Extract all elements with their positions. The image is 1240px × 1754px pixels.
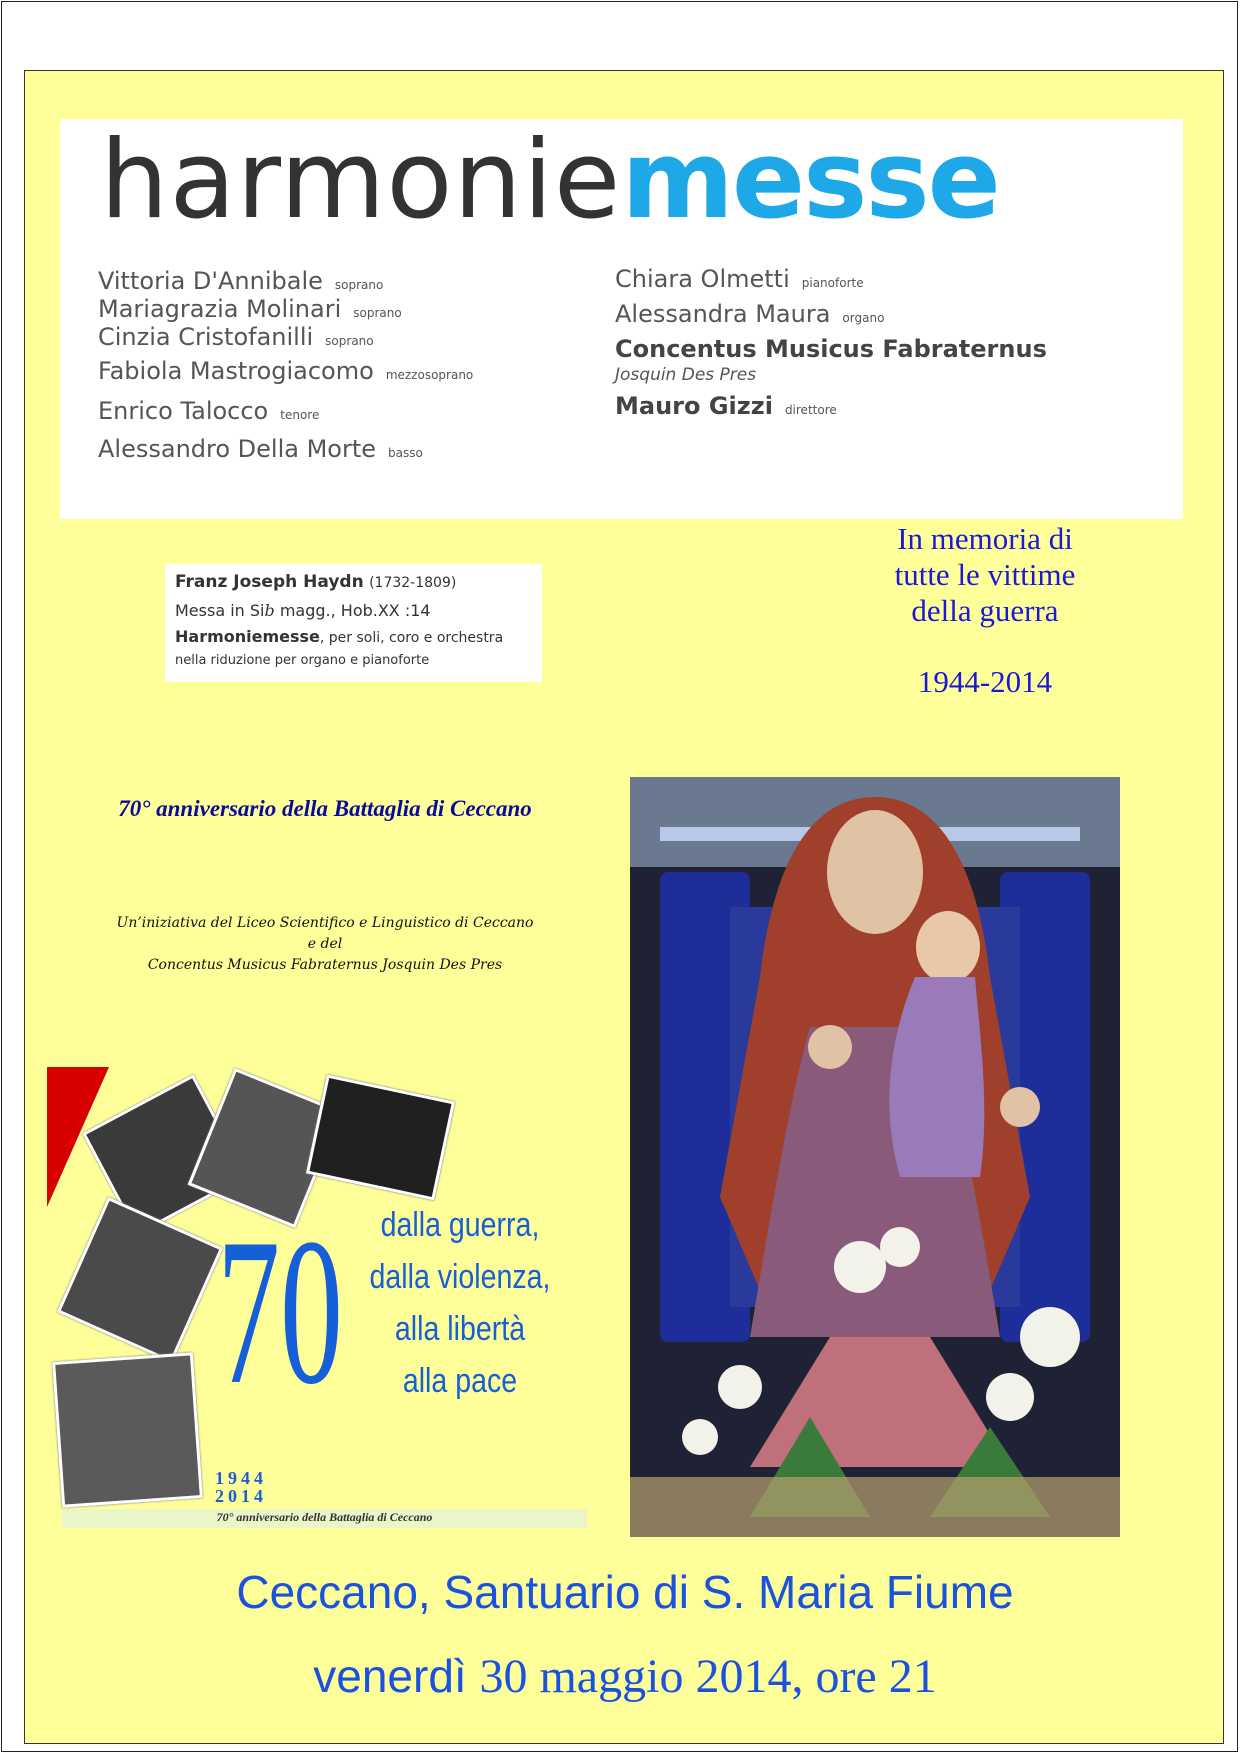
performer-3: Cinzia Cristofanilli soprano	[98, 323, 374, 351]
performer-4: Fabiola Mastrogiacomo mezzosoprano	[98, 357, 474, 385]
mass-line: Messa in Sib magg., Hob.XX :14	[175, 601, 431, 620]
organist: Alessandra Maura organo	[615, 300, 885, 328]
memorial-text	[855, 521, 1115, 700]
concert-banner	[60, 119, 1183, 519]
initiative-line-1: Un’iniziativa del Liceo Scientifico e Linguistico di Ceccano	[116, 915, 534, 931]
emblem-number: 70	[217, 1196, 343, 1428]
choir-subtitle: Josquin Des Pres	[615, 365, 757, 385]
anniversary-emblem	[47, 1067, 602, 1528]
choir-name: Concentus Musicus Fabraternus	[615, 335, 1047, 363]
slogan-line-4: alla pace	[402, 1362, 518, 1400]
slogan-line-2: dalla violenza,	[369, 1258, 551, 1296]
poster	[24, 70, 1224, 1744]
composer-line: Franz Joseph Haydn (1732-1809)	[175, 572, 457, 592]
initiative-line-2: e del	[307, 936, 343, 952]
title-line: Harmoniemesse, per soli, coro e orchestra	[175, 627, 504, 646]
event-date	[25, 1649, 1224, 1704]
archive-photo-5	[52, 1352, 203, 1507]
harmoniemesse-logo	[100, 118, 999, 243]
slogan-line-1: dalla guerra,	[380, 1206, 540, 1244]
madonna-statue-photo	[630, 777, 1120, 1537]
logo-bold-text: messe	[621, 118, 999, 243]
memorial-years: 1944-2014	[917, 664, 1053, 699]
performer-1: Vittoria D'Annibale soprano	[98, 267, 384, 295]
memorial-line-2: tutte le vittime	[894, 557, 1076, 592]
initiative-line-3: Concentus Musicus Fabraternus Josquin Des Pres	[147, 957, 503, 973]
emblem-caption: 70° anniversario della Battaglia di Ceccano	[216, 1510, 433, 1524]
memorial-line-1: In memoria di	[897, 521, 1073, 556]
event-date-time: 30 maggio 2014, ore 21	[479, 1650, 937, 1703]
logo-thin-text: harmonie	[100, 118, 622, 243]
slogan-line-3: alla libertà	[394, 1310, 526, 1348]
emblem-year-start: 1944	[215, 1468, 267, 1488]
event-day: venerdì	[313, 1650, 467, 1702]
anniversary-heading: 70° anniversario della Battaglia di Ceccano	[118, 796, 532, 821]
initiative-note	[65, 913, 585, 976]
performer-5: Enrico Talocco tenore	[98, 397, 320, 425]
reduction-line: nella riduzione per organo e pianoforte	[175, 653, 430, 668]
work-description	[165, 564, 542, 682]
emblem-year-end: 2014	[215, 1486, 267, 1506]
performer-6: Alessandro Della Morte basso	[98, 435, 423, 463]
emblem-slogan	[351, 1199, 569, 1407]
director: Mauro Gizzi direttore	[615, 392, 837, 420]
performer-2: Mariagrazia Molinari soprano	[98, 295, 402, 323]
event-place: Ceccano, Santuario di S. Maria Fiume	[236, 1566, 1014, 1618]
pianist: Chiara Olmetti pianoforte	[615, 265, 864, 293]
emblem-years	[215, 1469, 267, 1505]
memorial-line-3: della guerra	[911, 593, 1059, 628]
